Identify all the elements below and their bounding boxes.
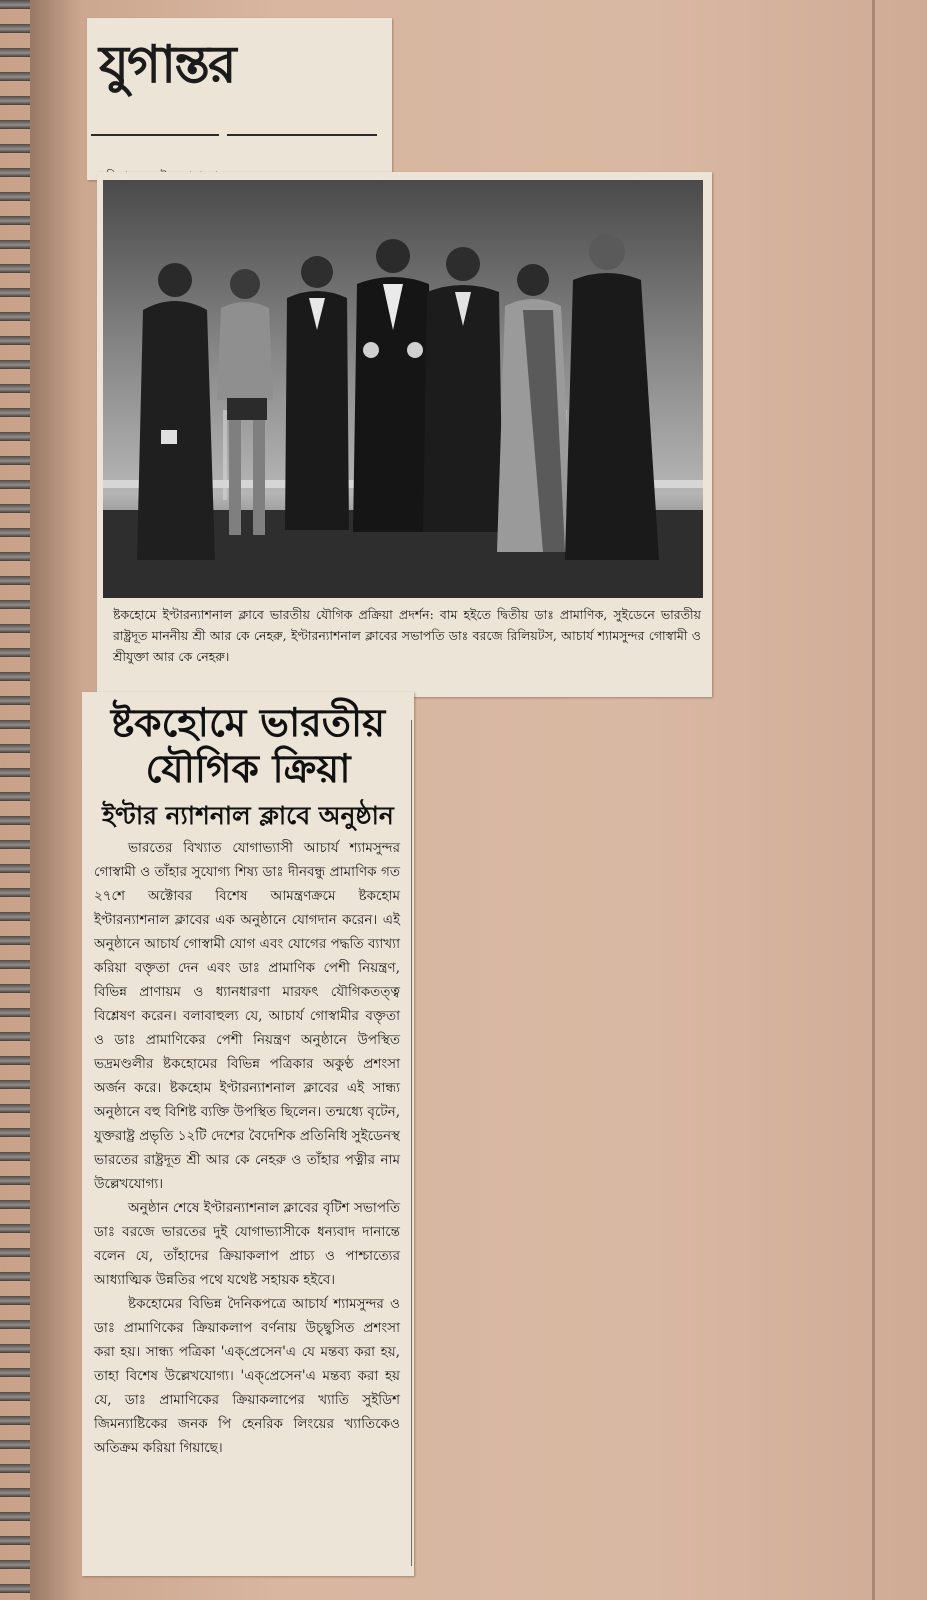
figure-man-4	[353, 239, 433, 532]
photo-caption: ষ্টকহোমে ইণ্টারন্যাশনাল ক্লাবে ভারতীয় যৌগিক প্রক্রিয়া প্রদর্শন: বাম হইতে দ্বিতীয় ডাঃ প্রামাণিক, সুইডেনে ভারতীয় রাষ্ট্রদূত মাননীয় শ্রী আর কে নেহরু, ইণ্টারন্যাশনাল ক্লাবের সভাপতি ডাঃ বরজে রিলিয়টস, আচার্য শ্যামসুন্দর গোস্বামী ও শ্রীযুক্তা আর কে নেহরু।	[113, 607, 701, 664]
masthead-rule-left	[91, 134, 219, 136]
article-body	[94, 836, 400, 1460]
article-paragraph-3: ষ্টকহোমের বিভিন্ন দৈনিকপত্রে আচার্য শ্যামসুন্দর ও ডাঃ প্রামাণিকের ক্রিয়াকলাপ বর্ণনায় উচ্ছ্বসিত প্রশংসা করা হয়। সান্ধ্য পত্রিকা 'এক্‌প্রেসেন'এ যে মন্তব্য করা হয়, তাহা বিশেষ উল্লেখযোগ্য। 'এক্‌প্রেসেন'এ মন্তব্য করা হয় যে, ডাঃ প্রামাণিকের ক্রিয়াকলাপের খ্যাতি সুইডিশ জিমন্যাষ্টিকের জনক পি হেনরিক লিংয়ের খ্যাতিকেও অতিক্রম করিয়া গিয়াছে।	[94, 1296, 400, 1456]
newspaper-masthead: যুগান্তর	[99, 34, 235, 95]
page-fold-line	[872, 0, 875, 1600]
masthead-clipping	[87, 18, 392, 180]
article-paragraph-2: অনুষ্ঠান শেষে ইণ্টারন্যাশনাল ক্লাবের বৃটিশ সভাপতি ডাঃ বরজে ভারতের দুই যোগাভ্যাসীকে ধন্যবাদ দানান্তে বলেন যে, তাঁহাদের ক্রিয়াকলাপ প্রাচ্য ও পাশ্চাত্যের আধ্যাত্মিক উন্নতির পথে যথেষ্ট সহায়ক হইবে।	[94, 1200, 400, 1288]
binding-shadow	[30, 0, 80, 1600]
column-rule	[411, 720, 412, 1566]
subheadline: ইণ্টার ন্যাশনাল ক্লাবে অনুষ্ঠান	[102, 801, 394, 830]
headline-line-1: ষ্টকহোমে ভারতীয়	[110, 700, 386, 746]
headline-line-2: যৌগিক ক্রিয়া	[145, 746, 351, 792]
photo-clipping	[97, 172, 712, 697]
article-clipping	[82, 692, 414, 1576]
masthead-rule-right	[227, 134, 377, 136]
group-photo	[103, 180, 703, 598]
article-paragraph-1: ভারতের বিখ্যাত যোগাভ্যাসী আচার্য শ্যামসুন্দর গোস্বামী ও তাঁহার সুযোগ্য শিষ্য ডাঃ দীনবন্ধু প্রামাণিক গত ২৭শে অক্টোবর বিশেষ আমন্ত্রণক্রমে ষ্টকহোম ইণ্টারন্যাশনাল ক্লাবের এক অনুষ্ঠানে যোগদান করেন। এই অনুষ্ঠানে আচার্য গোস্বামী যোগ এবং যোগের পদ্ধতি ব্যাখ্যা করিয়া বক্তৃতা দেন এবং ডাঃ প্রামাণিক পেশী নিয়ন্ত্রণ, বিভিন্ন প্রাণায়ম ও ধ্যানধারণা মারফৎ যৌগিকতত্ত্ব বিশ্লেষণ করেন। বলাবাহুল্য যে, আচার্য গোস্বামীর বক্তৃতা ও ডাঃ প্রামাণিকের পেশী নিয়ন্ত্রণ অনুষ্ঠানে উপস্থিত ভদ্রমণ্ডলীর ষ্টকহোমের বিভিন্ন পত্রিকার অকুণ্ঠ প্রশংসা অর্জন করে। ষ্টকহোম ইণ্টারন্যাশনাল ক্লাবের এই সান্ধ্য অনুষ্ঠানে বহু বিশিষ্ট ব্যক্তি উপস্থিত ছিলেন। তন্মধ্যে বৃটেন, যুক্তরাষ্ট্র প্রভৃতি ১২টি দেশের বৈদেশিক প্রতিনিধি সুইডেনস্থ ভারতের রাষ্ট্রদূত শ্রী আর কে নেহরু ও তাঁহার পত্নীর নাম উল্লেখযোগ্য।	[94, 840, 401, 1192]
figure-man-3	[285, 256, 349, 530]
spiral-binding	[0, 0, 30, 1600]
figure-man-5	[423, 247, 503, 532]
